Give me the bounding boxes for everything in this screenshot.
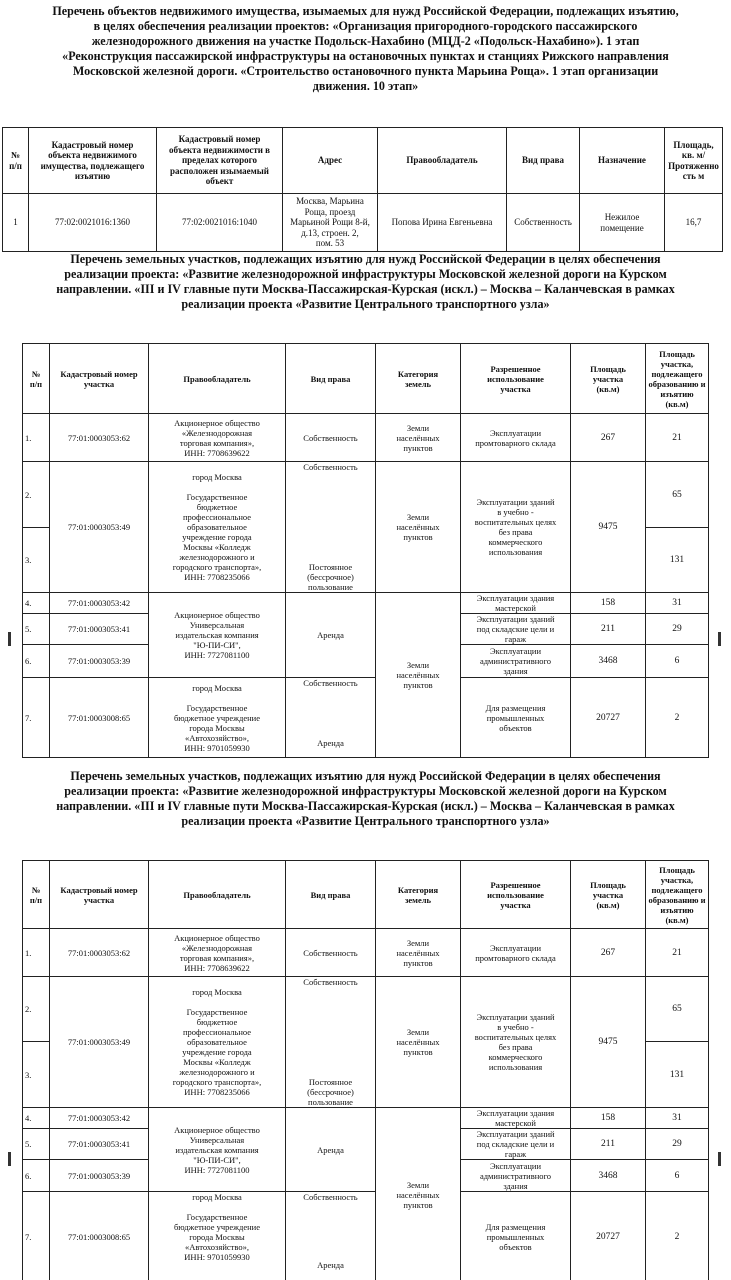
cell-area-seized: 131 xyxy=(646,528,709,593)
cell-cad: 77:01:0003053:41 xyxy=(50,1129,149,1160)
cell-owner: Акционерное общество «Железнодорожная торговая компания», ИНН: 7708639622 xyxy=(149,414,286,462)
cell-area: 211 xyxy=(571,614,646,645)
cell-area-seized: 6 xyxy=(646,645,709,678)
col-cad-within-header: Кадастровый номер объекта недвижимости в пределах которого расположен изымаемый объект xyxy=(157,128,283,194)
cell-area-seized: 21 xyxy=(646,414,709,462)
cell-area: 16,7 xyxy=(665,194,723,252)
cell-category: Земли населённых пунктов xyxy=(376,1108,461,1280)
cell-area-seized: 2 xyxy=(646,1192,709,1280)
cell-owner: Акционерное общество Универсальная издательская компания "Ю-ПИ-СИ", ИНН: 7727081100 xyxy=(149,1108,286,1192)
cell-owner: город Москва Государственное бюджетное профессиональное образовательное учреждение города Москвы «Колледж железнодорожного и городского транспорта», ИНН: 7708235066 xyxy=(149,977,286,1108)
col-right-header: Вид права xyxy=(286,344,376,414)
col-area-seized-header: Площадь участка, подлежащего образованию и изъятию (кв.м) xyxy=(646,861,709,929)
cell-area: 20727 xyxy=(571,678,646,758)
col-usage-header: Разрешенное использование участка xyxy=(461,344,571,414)
cell-usage: Эксплуатации здания мастерской xyxy=(461,1108,571,1129)
cell-cad-within: 77:02:0021016:1040 xyxy=(157,194,283,252)
col-area-header: Площадь, кв. м/ Протяженно сть м xyxy=(665,128,723,194)
col-num-header: № п/п xyxy=(3,128,29,194)
cell-area: 267 xyxy=(571,929,646,977)
col-category-header: Категория земель xyxy=(376,861,461,929)
cell-num: 1. xyxy=(23,414,50,462)
table-header-row xyxy=(23,861,709,929)
table-row xyxy=(23,1192,709,1280)
cell-usage: Эксплуатации промтоварного склада xyxy=(461,414,571,462)
cell-cad: 77:01:0003053:39 xyxy=(50,1160,149,1192)
cell-cad: 77:01:0003053:42 xyxy=(50,1108,149,1129)
cell-right: Аренда xyxy=(286,593,376,678)
table-row xyxy=(23,414,709,462)
col-cad-header: Кадастровый номер участка xyxy=(50,861,149,929)
table-header-row xyxy=(23,344,709,414)
doc1-title: Перечень объектов недвижимого имущества, изымаемых для нужд Российской Федерации, подлежащих изъятию, в целях обеспечения реализации проектов: «Организация пригородного-городского пассажирского железнодорожного движения на участке Подольск-Нахабино (МЦД-2 «Подольск-Нахабино»). 1 этап «Реконструкция пассажирской инфраструктуры на остановочных пунктах и станциях Рижского направления Московской железной дороги. «Строительство остановочного пункта Марьина Роща». 1 этап организации движения. 10 этап» xyxy=(52,4,679,93)
col-category-header: Категория земель xyxy=(376,344,461,414)
cell-usage: Эксплуатации зданий под складские цели и гараж xyxy=(461,614,571,645)
cell-usage: Эксплуатации здания мастерской xyxy=(461,593,571,614)
cell-area: 9475 xyxy=(571,462,646,593)
cell-right: Собственность Аренда xyxy=(286,1192,376,1280)
cell-cad: 77:01:0003053:62 xyxy=(50,929,149,977)
cell-right: Собственность xyxy=(286,929,376,977)
cell-num: 5. xyxy=(23,1129,50,1160)
cell-right: Аренда xyxy=(286,1108,376,1192)
cell-category: Земли населённых пунктов xyxy=(376,593,461,758)
cell-cad: 77:02:0021016:1360 xyxy=(29,194,157,252)
cell-right: Постоянное (бессрочное) пользование xyxy=(286,528,376,593)
cell-owner: Попова Ирина Евгеньевна xyxy=(378,194,507,252)
land-doc-2-title: Перечень земельных участков, подлежащих изъятию для нужд Российской Федерации в целях обеспечения реализации проекта: «Развитие железнодорожной инфраструктуры Московской железной дороги на Курском направлении. «III и IV главные пути Москва-Пассажирская-Курская (искл.) – Москва – Каланчевская в рамках реализации проекта «Развитие Центрального транспортного узла» xyxy=(56,769,675,828)
table-row xyxy=(23,462,709,528)
cell-usage: Эксплуатации административного здания xyxy=(461,645,571,678)
cell-usage: Эксплуатации зданий в учебно - воспитательных целях без права коммерческого использования xyxy=(461,977,571,1108)
cell-area: 3468 xyxy=(571,1160,646,1192)
cell-area-seized: 65 xyxy=(646,977,709,1042)
cell-right: Постоянное (бессрочное) пользование xyxy=(286,1042,376,1108)
table-row xyxy=(23,1108,709,1129)
cell-area: 158 xyxy=(571,593,646,614)
cell-cad: 77:01:0003053:41 xyxy=(50,614,149,645)
table-row xyxy=(23,929,709,977)
cell-area: 3468 xyxy=(571,645,646,678)
col-right-header: Вид права xyxy=(507,128,580,194)
cell-num: 6. xyxy=(23,645,50,678)
land-table-1 xyxy=(22,343,709,758)
col-owner-header: Правообладатель xyxy=(378,128,507,194)
col-address-header: Адрес xyxy=(283,128,378,194)
cell-cad: 77:01:0003053:49 xyxy=(50,462,149,593)
cell-area-seized: 31 xyxy=(646,593,709,614)
cell-owner: город Москва Государственное бюджетное учреждение города Москвы «Автохозяйство», ИНН: 9701059930 xyxy=(149,1192,286,1280)
col-usage-header: Разрешенное использование участка xyxy=(461,861,571,929)
cell-right: Собственность Аренда xyxy=(286,678,376,758)
cell-num: 3. xyxy=(23,1042,50,1108)
cell-num: 2. xyxy=(23,462,50,528)
col-owner-header: Правообладатель xyxy=(149,861,286,929)
cell-area-seized: 6 xyxy=(646,1160,709,1192)
table-row xyxy=(3,194,723,252)
scan-edge-mark-right-2 xyxy=(718,1152,721,1166)
cell-usage: Эксплуатации зданий под складские цели и гараж xyxy=(461,1129,571,1160)
cell-num: 3. xyxy=(23,528,50,593)
col-num-header: № п/п xyxy=(23,344,50,414)
cell-num: 7. xyxy=(23,678,50,758)
cell-area: 20727 xyxy=(571,1192,646,1280)
cell-category: Земли населённых пунктов xyxy=(376,929,461,977)
cell-num: 5. xyxy=(23,614,50,645)
cell-usage: Эксплуатации зданий в учебно - воспитательных целях без права коммерческого использования xyxy=(461,462,571,593)
scan-edge-mark-left-2 xyxy=(8,1152,11,1166)
cell-category: Земли населённых пунктов xyxy=(376,462,461,593)
col-num-header: № п/п xyxy=(23,861,50,929)
col-purpose-header: Назначение xyxy=(580,128,665,194)
col-right-header: Вид права xyxy=(286,861,376,929)
cell-category: Земли населённых пунктов xyxy=(376,977,461,1108)
cell-area-seized: 29 xyxy=(646,614,709,645)
cell-area-seized: 65 xyxy=(646,462,709,528)
cell-usage: Эксплуатации промтоварного склада xyxy=(461,929,571,977)
cell-category: Земли населённых пунктов xyxy=(376,414,461,462)
col-area-header: Площадь участка (кв.м) xyxy=(571,861,646,929)
cell-right: Собственность xyxy=(286,462,376,528)
cell-address: Москва, Марьина Роща, проезд Марьиной Рощи 8-й, д.13, строен. 2, пом. 53 xyxy=(283,194,378,252)
cell-cad: 77:01:0003053:49 xyxy=(50,977,149,1108)
cell-cad: 77:01:0003008:65 xyxy=(50,678,149,758)
col-cad-header: Кадастровый номер участка xyxy=(50,344,149,414)
cell-owner: Акционерное общество Универсальная издательская компания "Ю-ПИ-СИ", ИНН: 7727081100 xyxy=(149,593,286,678)
cell-num: 7. xyxy=(23,1192,50,1280)
cell-area-seized: 21 xyxy=(646,929,709,977)
property-table xyxy=(2,127,723,252)
scan-edge-mark-right xyxy=(718,632,721,646)
cell-cad: 77:01:0003053:62 xyxy=(50,414,149,462)
cell-area-seized: 29 xyxy=(646,1129,709,1160)
cell-cad: 77:01:0003053:39 xyxy=(50,645,149,678)
cell-num: 2. xyxy=(23,977,50,1042)
cell-area-seized: 2 xyxy=(646,678,709,758)
cell-area: 9475 xyxy=(571,977,646,1108)
cell-right: Собственность xyxy=(507,194,580,252)
cell-usage: Для размещения промышленных объектов xyxy=(461,1192,571,1280)
cell-area: 267 xyxy=(571,414,646,462)
cell-area-seized: 131 xyxy=(646,1042,709,1108)
table-row xyxy=(23,678,709,758)
cell-owner: Акционерное общество «Железнодорожная торговая компания», ИНН: 7708639622 xyxy=(149,929,286,977)
cell-num: 1 xyxy=(3,194,29,252)
cell-area-seized: 31 xyxy=(646,1108,709,1129)
cell-num: 4. xyxy=(23,593,50,614)
table-header-row xyxy=(3,128,723,194)
cell-owner: город Москва Государственное бюджетное учреждение города Москвы «Автохозяйство», ИНН: 9701059930 xyxy=(149,678,286,758)
cell-area: 211 xyxy=(571,1129,646,1160)
cell-purpose: Нежилое помещение xyxy=(580,194,665,252)
cell-cad: 77:01:0003008:65 xyxy=(50,1192,149,1280)
col-owner-header: Правообладатель xyxy=(149,344,286,414)
col-area-header: Площадь участка (кв.м) xyxy=(571,344,646,414)
table-row xyxy=(23,593,709,614)
table-row xyxy=(23,977,709,1042)
land-table-2 xyxy=(22,860,709,1280)
cell-usage: Эксплуатации административного здания xyxy=(461,1160,571,1192)
col-cad-header: Кадастровый номер объекта недвижимого имущества, подлежащего изъятию xyxy=(29,128,157,194)
cell-owner: город Москва Государственное бюджетное профессиональное образовательное учреждение города Москвы «Колледж железнодорожного и городского транспорта», ИНН: 7708235066 xyxy=(149,462,286,593)
col-area-seized-header: Площадь участка, подлежащего образованию и изъятию (кв.м) xyxy=(646,344,709,414)
cell-area: 158 xyxy=(571,1108,646,1129)
land-doc-1-title: Перечень земельных участков, подлежащих изъятию для нужд Российской Федерации в целях обеспечения реализации проекта: «Развитие железнодорожной инфраструктуры Московской железной дороги на Курском направлении. «III и IV главные пути Москва-Пассажирская-Курская (искл.) – Москва – Каланчевская в рамках реализации проекта «Развитие Центрального транспортного узла» xyxy=(56,252,675,311)
cell-num: 1. xyxy=(23,929,50,977)
cell-num: 4. xyxy=(23,1108,50,1129)
cell-num: 6. xyxy=(23,1160,50,1192)
cell-right: Собственность xyxy=(286,977,376,1042)
cell-cad: 77:01:0003053:42 xyxy=(50,593,149,614)
cell-right: Собственность xyxy=(286,414,376,462)
scan-edge-mark-left xyxy=(8,632,11,646)
cell-usage: Для размещения промышленных объектов xyxy=(461,678,571,758)
